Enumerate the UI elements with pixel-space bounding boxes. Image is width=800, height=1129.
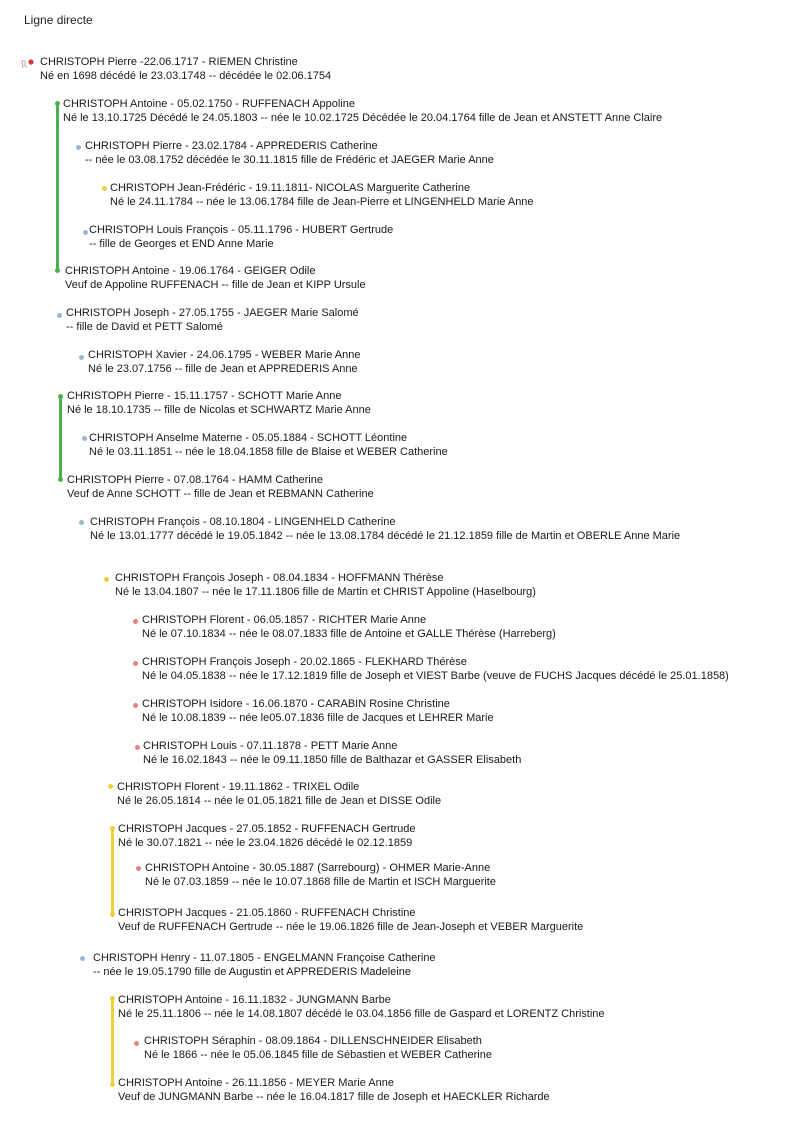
entry-20 [145,861,496,889]
entry-details-line: Veuf de Appoline RUFFENACH -- fille de Jean et KIPP Ursule [65,279,366,291]
entry-couple-line: CHRISTOPH Jean-Frédéric - 19.11.1811- NICOLAS Marguerite Catherine [110,182,471,194]
entry-details-line: Né le 1866 -- née le 05.06.1845 fille de Sébastien et WEBER Catherine [144,1049,492,1061]
entry-16 [142,697,494,725]
entry-14 [142,613,556,641]
root-marker-icon [20,58,34,70]
entry-5 [89,223,393,251]
entry-couple-line: CHRISTOPH Antoine - 30.05.1887 (Sarrebourg) - OHMER Marie-Anne [145,862,491,874]
entry-details-line: Veuf de Anne SCHOTT -- fille de Jean et REBMANN Catherine [67,488,374,500]
entry-details-line: Né le 13.01.1777 décédé le 19.05.1842 -- née le 13.08.1784 décédé le 21.12.1859 fille de Martin et OBERLE Anne Marie [90,530,681,542]
entry-17 [143,739,521,767]
entry-couple-line: CHRISTOPH Florent - 19.11.1862 - TRIXEL Odile [117,781,360,793]
bullet-dot [79,520,84,525]
bullet-dot [80,956,85,961]
bullet-dot [57,313,62,318]
entry-details-line: Né le 13.10.1725 Décédé le 24.05.1803 -- née le 10.02.1725 Décédée le 20.04.1764 fille de Jean et ANSTETT Anne Claire [63,112,663,124]
entry-details-line: Né le 24.11.1784 -- née le 13.06.1784 fille de Jean-Pierre et LINGENHELD Marie Anne [110,196,534,208]
bullet-dot [133,661,138,666]
entry-couple-line: CHRISTOPH François Joseph - 08.04.1834 - HOFFMANN Thérèse [115,572,444,584]
entry-couple-line: CHRISTOPH Isidore - 16.06.1870 - CARABIN Rosine Christine [142,698,450,710]
bullet-dot [135,745,140,750]
entry-8 [88,348,360,376]
entry-details-line: Veuf de RUFFENACH Gertrude -- née le 19.06.1826 fille de Jean-Joseph et VEBER Marguerite [118,921,584,933]
entry-12 [90,515,680,543]
entry-details-line: Né le 04.05.1838 -- née le 17.12.1819 fille de Joseph et VIEST Barbe (veuve de FUCHS Jacques décédé le 25.01.1858) [142,670,729,682]
entry-25 [118,1076,550,1104]
entry-details-line: Né en 1698 décédé le 23.03.1748 -- décédée le 02.06.1754 [40,70,332,82]
entry-2 [63,97,662,125]
entry-1 [40,55,331,83]
entry-19 [118,822,416,850]
entry-couple-line: CHRISTOPH Antoine - 05.02.1750 - RUFFENACH Appoline [63,98,356,110]
entry-details-line: -- fille de David et PETT Salomé [66,321,223,333]
entry-details-line: Né le 25.11.1806 -- née le 14.08.1807 décédé le 03.04.1856 fille de Gaspard et LORENTZ Christine [118,1008,605,1020]
entry-couple-line: CHRISTOPH Henry - 11.07.1805 - ENGELMANN Françoise Catherine [93,952,436,964]
entry-details-line: -- fille de Georges et END Anne Marie [89,238,274,250]
bullet-dot [102,186,107,191]
entry-couple-line: CHRISTOPH François Joseph - 20.02.1865 - FLEKHARD Thérèse [142,656,467,668]
bullet-dot [134,1041,139,1046]
bullet-dot [76,145,81,150]
bullet-dot [79,355,84,360]
entry-couple-line: CHRISTOPH Anselme Materne - 05.05.1884 - SCHOTT Léontine [89,432,408,444]
entry-9 [67,389,371,417]
entry-couple-line: CHRISTOPH Pierre -22.06.1717 - RIEMEN Christine [40,56,298,68]
bullet-dot [83,230,88,235]
entry-details-line: Né le 23.07.1756 -- fille de Jean et APPREDERIS Anne [88,363,358,375]
bullet-dot [108,784,113,789]
entry-15 [142,655,729,683]
entry-11 [67,473,374,501]
entry-couple-line: CHRISTOPH Florent - 06.05.1857 - RICHTER Marie Anne [142,614,427,626]
entry-6 [65,264,366,292]
entry-couple-line: CHRISTOPH Xavier - 24.06.1795 - WEBER Marie Anne [88,349,361,361]
entry-details-line: Né le 10.08.1839 -- née le05.07.1836 fille de Jacques et LEHRER Marie [142,712,494,724]
entry-details-line: Né le 26.05.1814 -- née le 01.05.1821 fille de Jean et DISSE Odile [117,795,442,807]
entry-couple-line: CHRISTOPH Joseph - 27.05.1755 - JAEGER Marie Salomé [66,307,359,319]
bracket-green-1 [56,103,59,271]
entry-details-line: Veuf de JUNGMANN Barbe -- née le 16.04.1817 fille de Joseph et HAECKLER Richarde [118,1091,550,1103]
entry-couple-line: CHRISTOPH Pierre - 07.08.1764 - HAMM Catherine [67,474,323,486]
page-title: Ligne directe [24,13,93,27]
entry-10 [89,431,448,459]
entry-details-line: -- née le 19.05.1790 fille de Augustin et APPREDERIS Madeleine [93,966,411,978]
entry-details-line: Né le 30.07.1821 -- née le 23.04.1826 décédé le 02.12.1859 [118,837,413,849]
entry-couple-line: CHRISTOPH Pierre - 15.11.1757 - SCHOTT Marie Anne [67,390,342,402]
entry-details-line: Né le 16.02.1843 -- née le 09.11.1850 fille de Balthazar et GASSER Elisabeth [143,754,522,766]
entry-details-line: Né le 07.03.1859 -- née le 10.07.1868 fille de Martin et ISCH Marguerite [145,876,496,888]
bullet-dot [133,619,138,624]
entry-18 [117,780,441,808]
entry-couple-line: CHRISTOPH Pierre - 23.02.1784 - APPREDERIS Catherine [85,140,378,152]
entry-couple-line: CHRISTOPH Antoine - 26.11.1856 - MEYER Marie Anne [118,1077,394,1089]
bracket-yellow-1 [111,828,114,915]
bracket-yellow-2 [111,998,114,1085]
entry-22 [93,951,436,979]
bullet-dot [136,866,141,871]
entry-24 [144,1034,492,1062]
entry-couple-line: CHRISTOPH Antoine - 16.11.1832 - JUNGMANN Barbe [118,994,391,1006]
entry-couple-line: CHRISTOPH François - 08.10.1804 - LINGENHELD Catherine [90,516,396,528]
entry-23 [118,993,605,1021]
entry-details-line: -- née le 03.08.1752 décédée le 30.11.1815 fille de Frédéric et JAEGER Marie Anne [85,154,494,166]
entry-13 [115,571,536,599]
entry-details-line: Né le 13.04.1807 -- née le 17.11.1806 fille de Martin et CHRIST Appoline (Haselbourg) [115,586,536,598]
entry-details-line: Né le 07.10.1834 -- née le 08.07.1833 fille de Antoine et GALLE Thérèse (Harreberg) [142,628,556,640]
bullet-dot [133,703,138,708]
entry-4 [110,181,534,209]
entry-couple-line: CHRISTOPH Louis - 07.11.1878 - PETT Marie Anne [143,740,398,752]
entry-details-line: Né le 18.10.1735 -- fille de Nicolas et SCHWARTZ Marie Anne [67,404,371,416]
entry-3 [85,139,494,167]
entry-7 [66,306,359,334]
entry-details-line: Né le 03.11.1851 -- née le 18.04.1858 fille de Blaise et WEBER Catherine [89,446,448,458]
entry-21 [118,906,583,934]
entry-couple-line: CHRISTOPH Louis François - 05.11.1796 - HUBERT Gertrude [89,224,394,236]
entry-couple-line: CHRISTOPH Jacques - 21.05.1860 - RUFFENACH Christine [118,907,416,919]
entry-couple-line: CHRISTOPH Antoine - 19.06.1764 - GEIGER Odile [65,265,316,277]
bullet-dot [104,577,109,582]
entry-couple-line: CHRISTOPH Jacques - 27.05.1852 - RUFFENACH Gertrude [118,823,416,835]
bullet-dot [82,436,87,441]
entry-couple-line: CHRISTOPH Séraphin - 08.09.1864 - DILLENSCHNEIDER Elisabeth [144,1035,482,1047]
bracket-green-2 [59,396,62,480]
